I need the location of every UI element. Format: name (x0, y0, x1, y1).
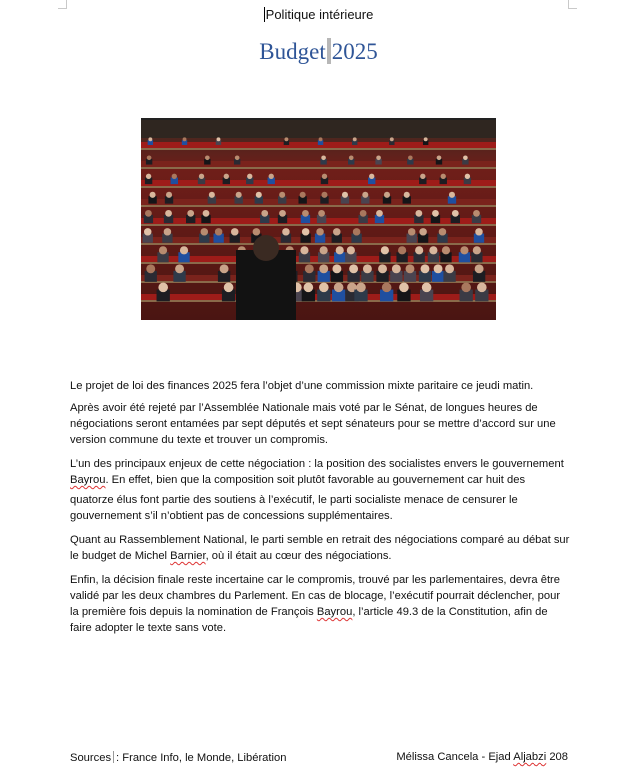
deputy-head (452, 210, 459, 217)
deputy-head (369, 174, 374, 179)
field-marker (113, 751, 114, 763)
deputy-head (235, 155, 240, 160)
deputy-head (445, 264, 454, 273)
deputy-head (224, 174, 229, 179)
deputy-head (321, 192, 327, 198)
author-names: Mélissa Cancela - Ejad (396, 751, 511, 763)
deputy-head (475, 228, 482, 235)
deputy-head (319, 283, 329, 293)
p5-text-a: Enfin, la décision finale reste incertaine car le compromis, trouvé par les parlementaires, devra être validé par les deux chambres du Parlement. En cas de blocage, l’exécutif pourrait déclencher, pour la première fois depuis la nomination de François (70, 574, 561, 618)
foreground-head (253, 235, 279, 261)
title-word-year: 2025 (331, 39, 378, 64)
deputy-head (166, 192, 172, 198)
deputy-head (150, 192, 156, 198)
deputy-head (158, 283, 168, 293)
deputy-head (415, 246, 423, 254)
deputy-head (399, 283, 409, 293)
deputy-head (356, 283, 366, 293)
text-cursor (264, 7, 265, 22)
p3-text-c: quatorze élus font partie des soutiens à l’exécutif, le parti socialiste menace de censurer le gouvernement s’il n’obtient pas de concessions supplémentaires. (70, 494, 518, 522)
p4-text-a: Quant au Rassemblement National, le parti semble en retrait des négociations comparé au débat sur le budget de Michel (70, 534, 570, 562)
sources-label: Sources (70, 752, 112, 764)
photo-illustration (141, 120, 496, 320)
deputy-head (420, 174, 425, 179)
deputy-head (439, 228, 446, 235)
deputy-head (321, 155, 326, 160)
deputy-head (253, 228, 260, 235)
deputy-head (353, 137, 357, 141)
selection-marker (327, 38, 331, 64)
deputy-head (363, 264, 372, 273)
article-paragraph-4 (70, 532, 570, 564)
deputy-head (220, 264, 229, 273)
sources-list: : France Info, le Monde, Libération (116, 752, 287, 764)
deputy-head (376, 155, 381, 160)
deputy-head (422, 283, 432, 293)
deputy-head (376, 210, 383, 217)
deputy-head (342, 192, 348, 198)
deputy-head (146, 174, 151, 179)
assembly-chamber-photo[interactable] (141, 118, 496, 320)
deputy-head (419, 228, 426, 235)
deputy-head (319, 137, 323, 141)
deputy-head (390, 137, 394, 141)
footer-sources (70, 751, 286, 764)
deputy-head (415, 210, 422, 217)
group-number: 208 (549, 751, 568, 763)
deputy-head (320, 246, 328, 254)
deputy-head (460, 246, 468, 254)
deputy-head (434, 264, 443, 273)
deputy-head (180, 246, 188, 254)
deputy-head (203, 210, 210, 217)
article-paragraph-1: Le projet de loi des finances 2025 fera l’objet d’une commission mixte paritaire ce jeudi matin. (70, 380, 534, 392)
author-surname: Aljabzi (513, 751, 547, 763)
deputy-head (322, 174, 327, 179)
article-paragraph-2: Après avoir été rejeté par l’Assemblée Nationale mais voté par le Sénat, de longues heures de négociations seront entamées par sept députés et sept sénateurs pour se mettre d’accord sur une version commune du texte et trouver un compromis. (70, 402, 556, 446)
deputy-head (282, 228, 289, 235)
p3-text-a: L’un des principaux enjeux de cette négociation : la position des socialistes envers le gouvernement (70, 458, 564, 470)
deputy-head (302, 228, 309, 235)
seat-row (141, 199, 496, 205)
p5-name: Bayrou (316, 606, 353, 618)
deputy-head (406, 264, 415, 273)
deputy-head (199, 174, 204, 179)
article-body[interactable] (70, 378, 570, 644)
deputy-head (279, 192, 285, 198)
deputy-head (164, 228, 171, 235)
article-paragraph-5 (70, 572, 570, 636)
deputy-head (187, 210, 194, 217)
deputy-head (183, 137, 187, 141)
deputy-head (424, 137, 428, 141)
deputy-head (316, 228, 323, 235)
desk-edge (141, 148, 496, 150)
deputy-head (382, 283, 392, 293)
footer-authors (396, 751, 568, 763)
section-header-text: Politique intérieure (265, 7, 374, 22)
p3-name: Bayrou (70, 474, 106, 486)
deputy-head (305, 264, 314, 273)
deputy-head (256, 192, 262, 198)
deputy-head (349, 155, 354, 160)
desk-edge (141, 205, 496, 207)
deputy-head (304, 283, 314, 293)
deputy-head (449, 192, 455, 198)
deputy-head (429, 246, 437, 254)
deputy-head (201, 228, 208, 235)
deputy-head (334, 283, 344, 293)
deputy-head (461, 283, 471, 293)
deputy-head (465, 174, 470, 179)
deputy-head (205, 155, 210, 160)
p3-text-b: . En effet, bien que la composition soit plutôt favorable au gouvernement car huit des (105, 474, 526, 486)
deputy-head (347, 246, 355, 254)
deputy-head (384, 192, 390, 198)
desk-edge (141, 243, 496, 245)
deputy-head (336, 246, 344, 254)
deputy-head (318, 210, 325, 217)
deputy-head (442, 246, 450, 254)
deputy-head (432, 210, 439, 217)
deputy-head (148, 137, 152, 141)
deputy-head (333, 228, 340, 235)
deputy-head (353, 228, 360, 235)
deputy-head (392, 264, 401, 273)
deputy-head (408, 155, 413, 160)
deputy-head (224, 283, 234, 293)
deputy-head (441, 174, 446, 179)
deputy-head (175, 264, 184, 273)
deputy-head (378, 264, 387, 273)
deputy-head (147, 155, 152, 160)
deputy-head (236, 192, 242, 198)
deputy-head (408, 228, 415, 235)
deputy-head (300, 246, 308, 254)
deputy-head (209, 192, 215, 198)
article-paragraph-3 (70, 456, 570, 524)
deputy-head (269, 174, 274, 179)
deputy-head (165, 210, 172, 217)
paragraph-gap (70, 488, 570, 492)
deputy-head (302, 210, 309, 217)
deputy-head (300, 192, 306, 198)
deputy-head (349, 264, 358, 273)
deputy-head (217, 137, 221, 141)
deputy-head (144, 228, 151, 235)
deputy-head (477, 283, 487, 293)
deputy-head (437, 155, 442, 160)
deputy-head (473, 246, 481, 254)
deputy-head (332, 264, 341, 273)
deputy-head (398, 246, 406, 254)
deputy-head (475, 264, 484, 273)
deputy-head (404, 192, 410, 198)
deputy-head (172, 174, 177, 179)
deputy-head (284, 137, 288, 141)
deputy-head (381, 246, 389, 254)
deputy-head (159, 246, 167, 254)
deputy-head (319, 264, 328, 273)
desk-edge (141, 224, 496, 226)
desk-edge (141, 167, 496, 169)
deputy-head (247, 174, 252, 179)
deputy-head (362, 192, 368, 198)
p4-name: Barnier (170, 550, 206, 562)
p4-text-b: , où il était au cœur des négociations. (205, 550, 392, 562)
deputy-head (463, 155, 468, 160)
deputy-head (473, 210, 480, 217)
deputy-head (261, 210, 268, 217)
title-word-budget: Budget (259, 39, 326, 64)
deputy-head (279, 210, 286, 217)
deputy-head (231, 228, 238, 235)
deputy-head (360, 210, 367, 217)
deputy-head (146, 264, 155, 273)
desk-edge (141, 186, 496, 188)
deputy-head (145, 210, 152, 217)
deputy-head (215, 228, 222, 235)
deputy-head (421, 264, 430, 273)
seat-row (141, 161, 496, 167)
p5-text-b: , l’article 49.3 de la Constitution, afin de faire adopter le texte sans vote. (70, 606, 548, 634)
page-title[interactable] (0, 38, 637, 65)
section-header[interactable] (0, 7, 637, 22)
